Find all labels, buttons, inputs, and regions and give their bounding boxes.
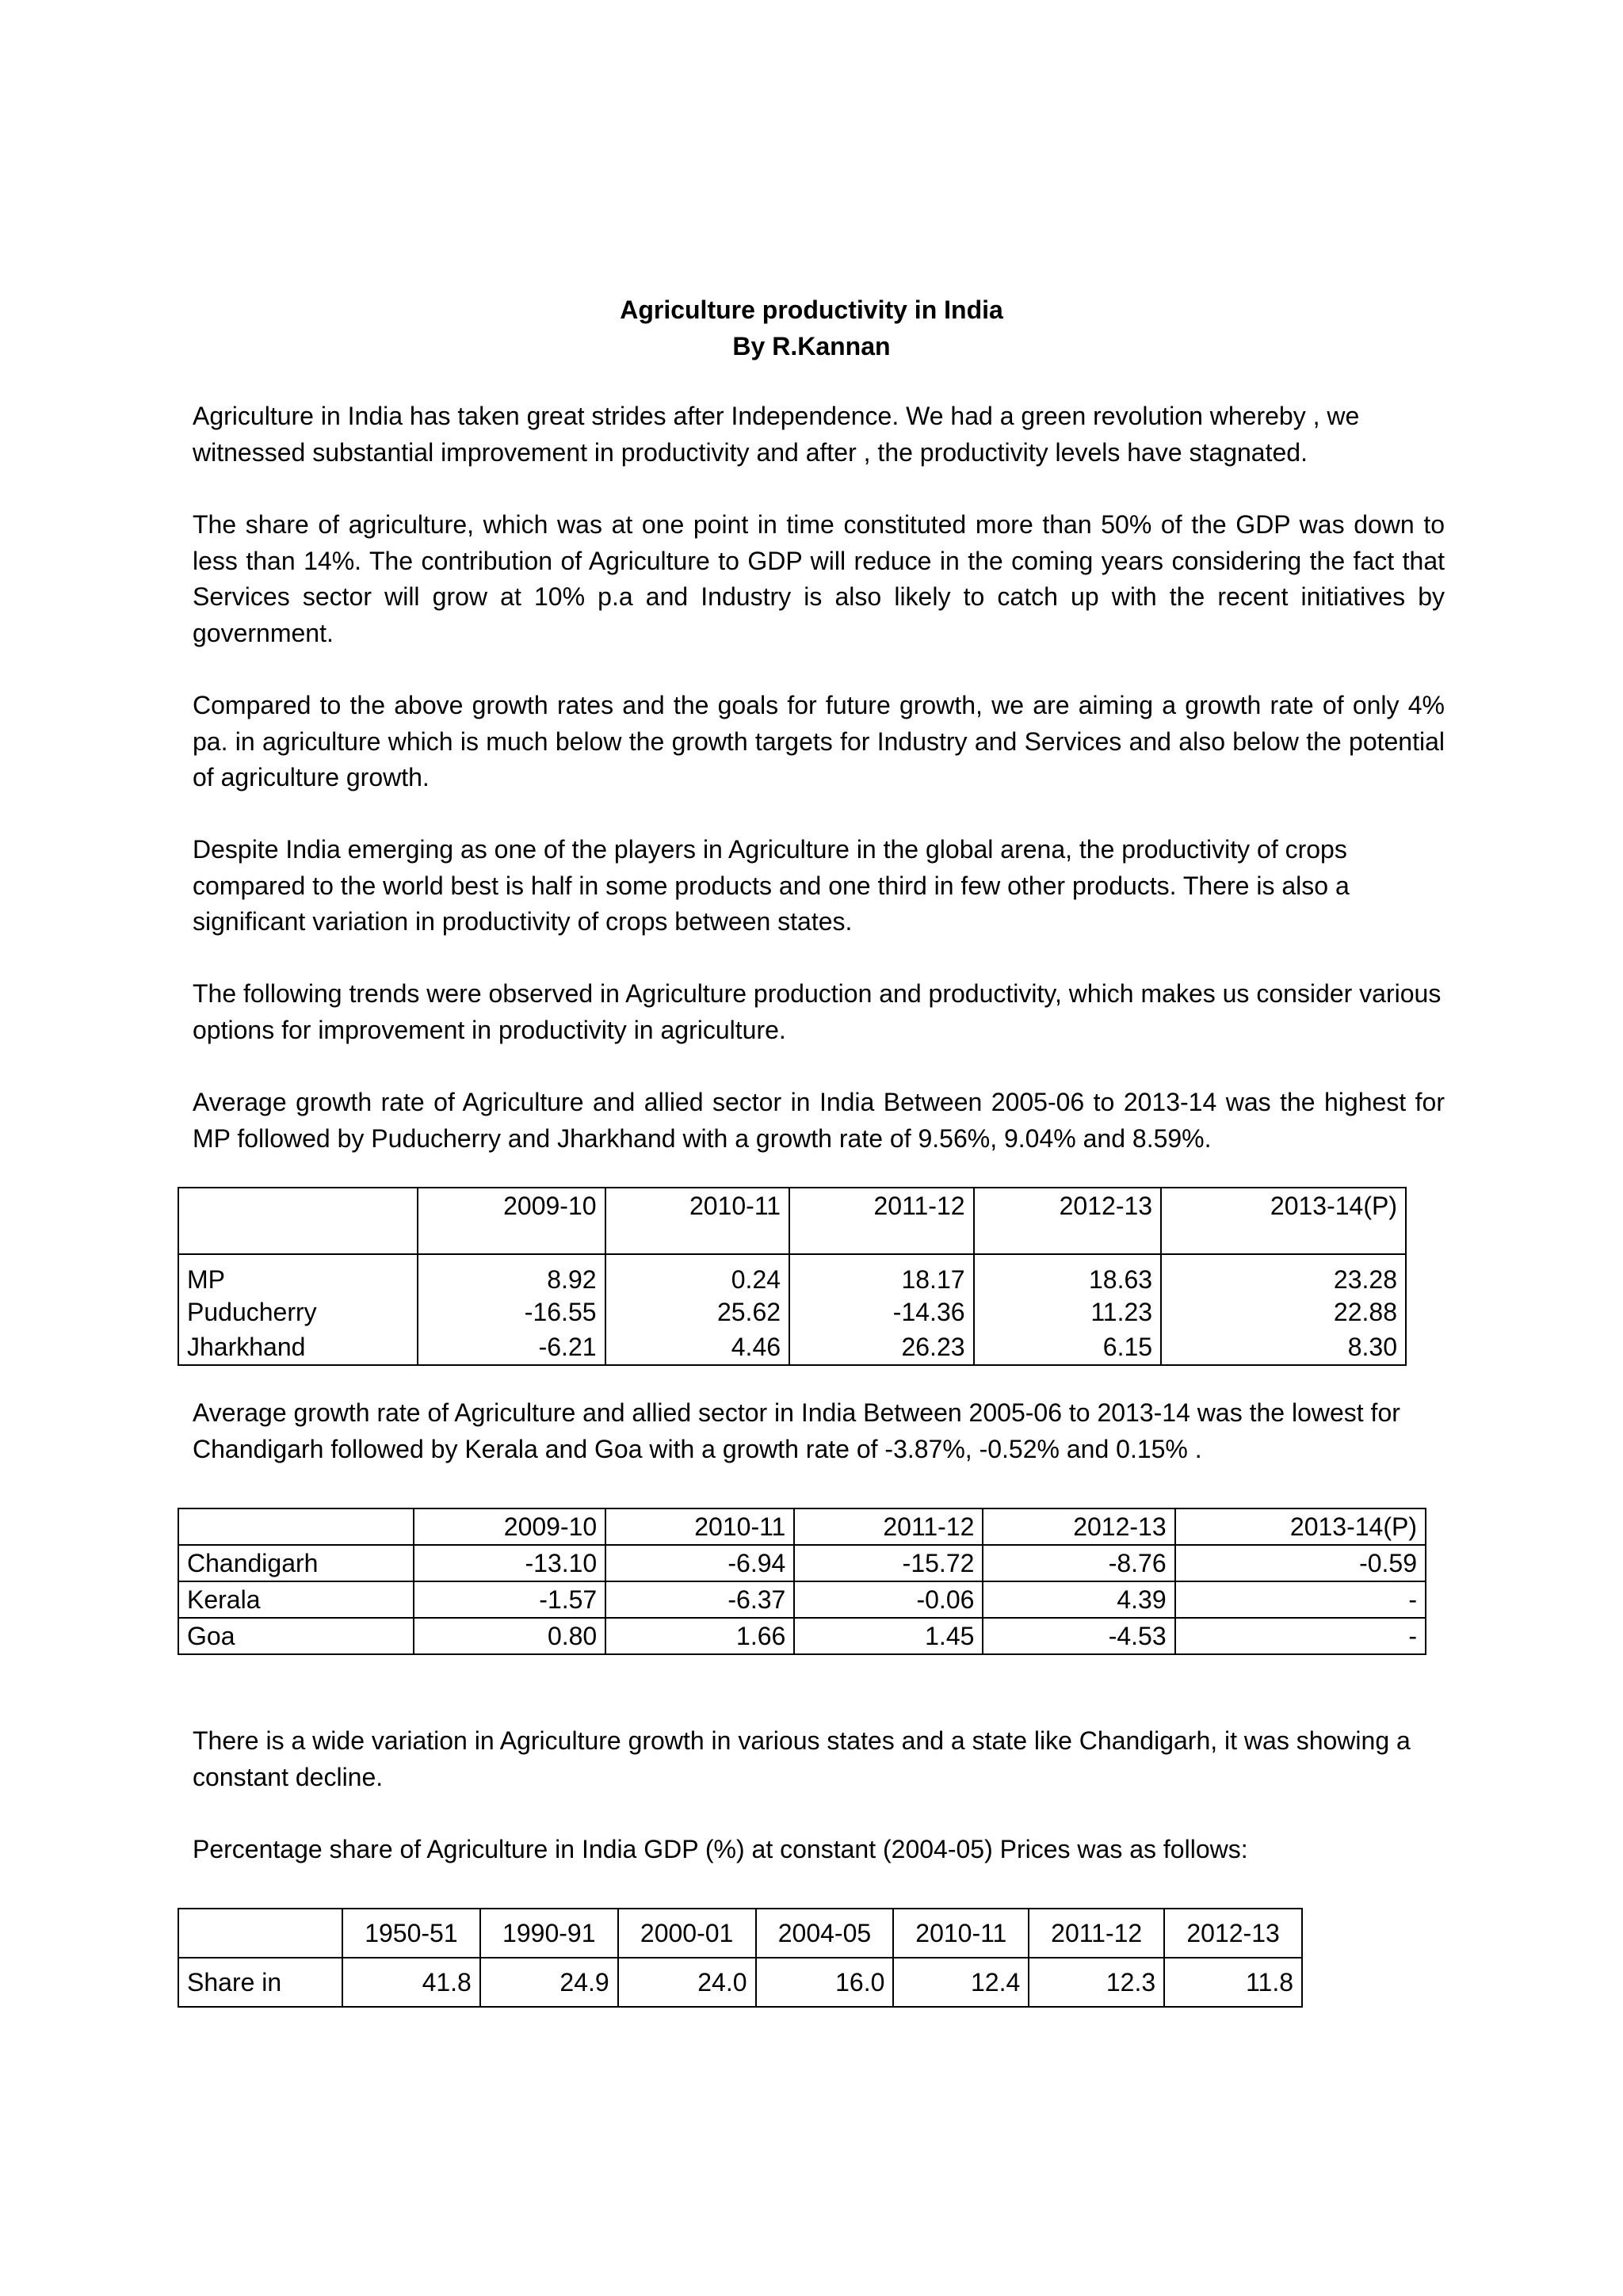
row-label: Puducherry — [178, 1295, 418, 1329]
table-row — [178, 1618, 1426, 1654]
row-label: MP — [178, 1254, 418, 1295]
table-header-cell: 2011-12 — [1029, 1909, 1164, 1958]
table-cell: -1.57 — [414, 1581, 605, 1618]
table-cell: -6.94 — [605, 1545, 794, 1581]
table-header-cell: 2010-11 — [605, 1188, 790, 1254]
table-cell: 11.8 — [1164, 1958, 1302, 2007]
table-cell: 24.9 — [480, 1958, 618, 2007]
table-header-row — [178, 1909, 1302, 1958]
table-cell: 12.4 — [893, 1958, 1029, 2007]
row-label: Chandigarh — [178, 1545, 414, 1581]
paragraph-growth-rates: Compared to the above growth rates and the goals for future growth, we are aiming a growth rate of only 4% pa. in agriculture which is much below the growth targets for Industry and Services and also below the potential of agriculture growth. — [193, 691, 1445, 791]
table-header-cell: 1990-91 — [480, 1909, 618, 1958]
table-header-cell: 2012-13 — [983, 1508, 1174, 1545]
table-cell: 1.45 — [794, 1618, 983, 1654]
table-header-cell — [178, 1508, 414, 1545]
table-row — [178, 1329, 1406, 1365]
table-cell: -6.37 — [605, 1581, 794, 1618]
table-header-cell: 2010-11 — [605, 1508, 794, 1545]
table-cell: -4.53 — [983, 1618, 1174, 1654]
table-cell: -15.72 — [794, 1545, 983, 1581]
table-header-cell: 2009-10 — [414, 1508, 605, 1545]
paragraph-trends: The following trends were observed in Agriculture production and productivity, which makes us consider various options for improvement in productivity in agriculture. — [193, 979, 1442, 1044]
table-cell: -0.06 — [794, 1581, 983, 1618]
table-cell: 18.63 — [974, 1254, 1162, 1295]
table-cell: 23.28 — [1161, 1254, 1406, 1295]
table-cell: 41.8 — [342, 1958, 480, 2007]
row-label: Goa — [178, 1618, 414, 1654]
table-highest-growth — [178, 1187, 1407, 1366]
table-cell: 1.66 — [605, 1618, 794, 1654]
table-lowest-growth — [178, 1508, 1426, 1655]
document-title: Agriculture productivity in India — [620, 296, 1003, 324]
table-cell: 4.39 — [983, 1581, 1174, 1618]
table-cell: 8.92 — [418, 1254, 605, 1295]
table-cell: - — [1175, 1581, 1426, 1618]
table-header-cell: 2013-14(P) — [1161, 1188, 1406, 1254]
table-header-cell: 2011-12 — [794, 1508, 983, 1545]
row-label: Share in — [178, 1958, 342, 2007]
table-cell: 11.23 — [974, 1295, 1162, 1329]
table-cell: -14.36 — [789, 1295, 974, 1329]
table-header-cell — [178, 1909, 342, 1958]
table-header-cell: 1950-51 — [342, 1909, 480, 1958]
table-cell: -8.76 — [983, 1545, 1174, 1581]
table-cell: -0.59 — [1175, 1545, 1426, 1581]
table-header-cell: 2012-13 — [974, 1188, 1162, 1254]
paragraph-gdp-share: Percentage share of Agriculture in India GDP (%) at constant (2004-05) Prices was as follows: — [193, 1835, 1248, 1863]
title-block — [0, 292, 1623, 364]
paragraph-intro: Agriculture in India has taken great strides after Independence. We had a green revolution whereby , we witnessed substantial improvement in productivity and after , the productivity levels have stagnated. — [193, 402, 1360, 467]
table-cell: 0.80 — [414, 1618, 605, 1654]
table-cell: -16.55 — [418, 1295, 605, 1329]
table-header-cell: 2013-14(P) — [1175, 1508, 1426, 1545]
table-row — [178, 1958, 1302, 2007]
table-header-cell: 2000-01 — [618, 1909, 756, 1958]
table-row — [178, 1295, 1406, 1329]
table-row — [178, 1581, 1426, 1618]
table-header-row — [178, 1508, 1426, 1545]
table-cell: 8.30 — [1161, 1329, 1406, 1365]
table-cell: -13.10 — [414, 1545, 605, 1581]
table-cell: 4.46 — [605, 1329, 790, 1365]
table-gdp-share — [178, 1908, 1303, 2008]
table-header-cell: 2012-13 — [1164, 1909, 1302, 1958]
table-cell: 0.24 — [605, 1254, 790, 1295]
table-header-cell — [178, 1188, 418, 1254]
table-cell: 22.88 — [1161, 1295, 1406, 1329]
table-cell: 12.3 — [1029, 1958, 1164, 2007]
paragraph-variation: There is a wide variation in Agriculture growth in various states and a state like Chandigarh, it was showing a constant decline. — [193, 1726, 1411, 1791]
table-cell: 24.0 — [618, 1958, 756, 2007]
row-label: Kerala — [178, 1581, 414, 1618]
table-header-cell: 2004-05 — [756, 1909, 894, 1958]
paragraph-productivity: Despite India emerging as one of the players in Agriculture in the global arena, the productivity of crops compared to the world best is half in some products and one third in few other products. There is also a significant variation in productivity of crops between states. — [193, 835, 1350, 936]
document-author: By R.Kannan — [732, 332, 891, 360]
paragraph-highest: Average growth rate of Agriculture and allied sector in India Between 2005-06 to 2013-14 was the highest for MP followed by Puducherry and Jharkhand with a growth rate of 9.56%, 9.04% and 8.59%. — [193, 1088, 1445, 1153]
table-row — [178, 1254, 1406, 1295]
table-cell: 6.15 — [974, 1329, 1162, 1365]
table-header-row — [178, 1188, 1406, 1254]
table-row — [178, 1545, 1426, 1581]
row-label: Jharkhand — [178, 1329, 418, 1365]
table-cell: 26.23 — [789, 1329, 974, 1365]
table-cell: 16.0 — [756, 1958, 894, 2007]
table-header-cell: 2009-10 — [418, 1188, 605, 1254]
table-cell: -6.21 — [418, 1329, 605, 1365]
table-cell: 25.62 — [605, 1295, 790, 1329]
table-cell: - — [1175, 1618, 1426, 1654]
table-cell: 18.17 — [789, 1254, 974, 1295]
paragraph-lowest: Average growth rate of Agriculture and allied sector in India Between 2005-06 to 2013-14 was the lowest for Chandigarh followed by Kerala and Goa with a growth rate of -3.87%, -0.52% and 0.15% . — [193, 1398, 1400, 1463]
paragraph-share: The share of agriculture, which was at one point in time constituted more than 50% of the GDP was down to less than 14%. The contribution of Agriculture to GDP will reduce in the coming years considering the fact that Services sector will grow at 10% p.a and Industry is also likely to catch up with the recent initiatives by government. — [193, 510, 1445, 647]
table-header-cell: 2010-11 — [893, 1909, 1029, 1958]
table-header-cell: 2011-12 — [789, 1188, 974, 1254]
